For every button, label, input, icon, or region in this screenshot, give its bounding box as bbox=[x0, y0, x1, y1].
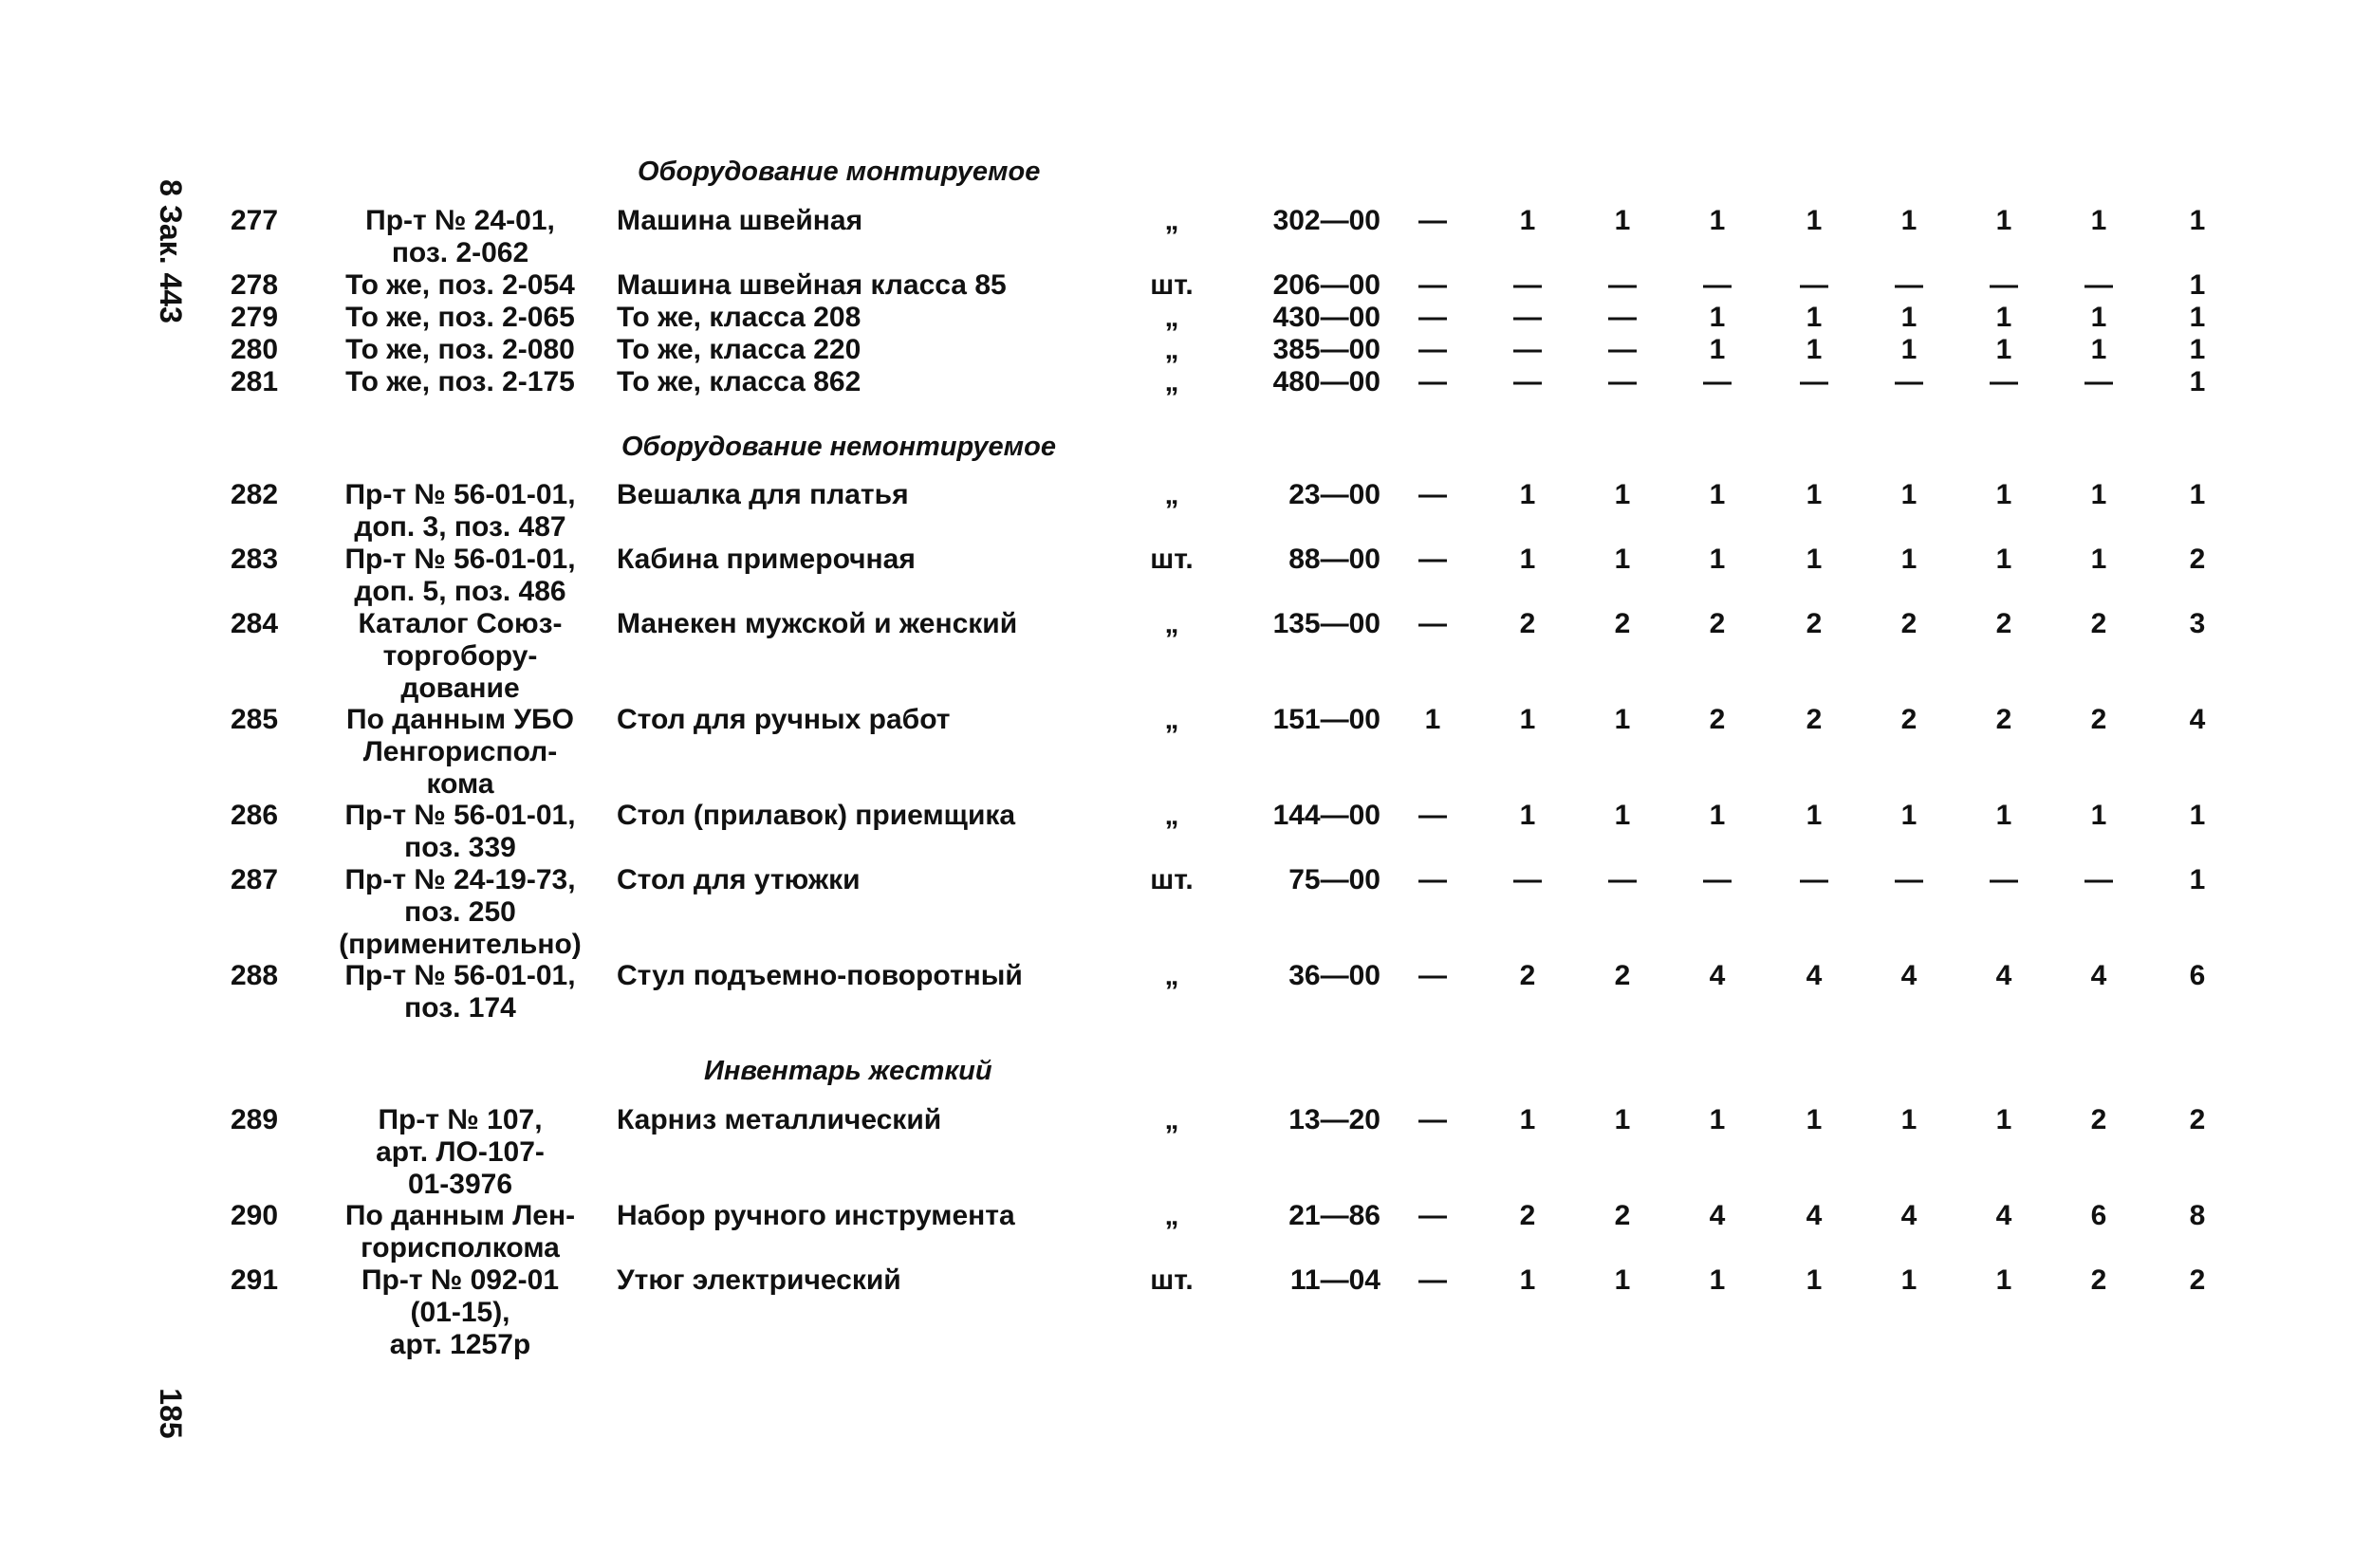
quantity-cell: — bbox=[1800, 864, 1828, 895]
quantity-cell: 1 bbox=[1424, 704, 1441, 735]
price: 385—00 bbox=[1272, 334, 1380, 365]
price: 75—00 bbox=[1288, 864, 1380, 895]
item-name: То же, класса 862 bbox=[617, 366, 862, 397]
quantity-cell: 1 bbox=[1519, 544, 1536, 575]
item-number: 290 bbox=[231, 1200, 279, 1231]
item-name: Машина швейная класса 85 bbox=[617, 269, 1007, 301]
quantity-cell: 2 bbox=[1519, 608, 1536, 639]
quantity-cell: 1 bbox=[1995, 1264, 2012, 1296]
quantity-cell: — bbox=[1608, 366, 1637, 397]
quantity-cell: 4 bbox=[1709, 960, 1726, 991]
quantity-cell: 1 bbox=[2090, 302, 2107, 333]
quantity-cell: — bbox=[1703, 864, 1732, 895]
quantity-cell: 1 bbox=[1995, 334, 2012, 365]
quantity-cell: 1 bbox=[1614, 479, 1631, 510]
item-name: Набор ручного инструмента bbox=[617, 1200, 1015, 1231]
quantity-cell: — bbox=[1608, 864, 1637, 895]
item-number: 285 bbox=[231, 704, 279, 735]
quantity-cell: 1 bbox=[1806, 334, 1823, 365]
price: 430—00 bbox=[1272, 302, 1380, 333]
quantity-cell: 1 bbox=[1995, 800, 2012, 831]
quantity-cell: 1 bbox=[1519, 704, 1536, 735]
quantity-cell: 1 bbox=[1995, 479, 2012, 510]
quantity-cell: — bbox=[1703, 269, 1732, 301]
quantity-cell: 1 bbox=[1519, 1104, 1536, 1135]
quantity-cell: — bbox=[1418, 205, 1447, 236]
quantity-cell: 2 bbox=[1519, 1200, 1536, 1231]
quantity-cell: 2 bbox=[2090, 704, 2107, 735]
quantity-cell: — bbox=[1895, 864, 1923, 895]
item-number: 279 bbox=[231, 302, 279, 333]
item-name: Манекен мужской и женский bbox=[617, 608, 1018, 639]
quantity-cell: 1 bbox=[2189, 800, 2206, 831]
price: 36—00 bbox=[1288, 960, 1380, 991]
unit: „ bbox=[1164, 608, 1179, 639]
quantity-cell: — bbox=[1513, 269, 1542, 301]
quantity-cell: 2 bbox=[1614, 960, 1631, 991]
quantity-cell: 1 bbox=[1806, 1104, 1823, 1135]
item-name: То же, класса 220 bbox=[617, 334, 862, 365]
quantity-cell: — bbox=[1513, 334, 1542, 365]
item-name: Утюг электрический bbox=[617, 1264, 901, 1296]
quantity-cell: 1 bbox=[1519, 800, 1536, 831]
quantity-cell: 1 bbox=[1806, 205, 1823, 236]
item-name: Карниз металлический bbox=[617, 1104, 942, 1135]
source-reference: То же, поз. 2-065 bbox=[345, 302, 575, 333]
quantity-cell: — bbox=[1418, 1200, 1447, 1231]
quantity-cell: 6 bbox=[2090, 1200, 2107, 1231]
quantity-cell: 1 bbox=[1995, 302, 2012, 333]
quantity-cell: — bbox=[1418, 366, 1447, 397]
source-reference: Пр-т № 092-01 (01-15), арт. 1257р bbox=[361, 1264, 560, 1360]
price: 13—20 bbox=[1288, 1104, 1380, 1135]
quantity-cell: — bbox=[1800, 269, 1828, 301]
unit: „ bbox=[1164, 334, 1179, 365]
unit: „ bbox=[1164, 302, 1179, 333]
quantity-cell: 1 bbox=[2090, 479, 2107, 510]
quantity-cell: — bbox=[2084, 864, 2113, 895]
unit: „ bbox=[1164, 366, 1179, 397]
unit: шт. bbox=[1150, 544, 1194, 575]
item-number: 288 bbox=[231, 960, 279, 991]
source-reference: То же, поз. 2-175 bbox=[345, 366, 575, 397]
quantity-cell: 1 bbox=[2189, 334, 2206, 365]
quantity-cell: 2 bbox=[1995, 608, 2012, 639]
quantity-cell: 1 bbox=[1900, 544, 1918, 575]
quantity-cell: 1 bbox=[1614, 800, 1631, 831]
unit: шт. bbox=[1150, 864, 1194, 895]
price: 21—86 bbox=[1288, 1200, 1380, 1231]
quantity-cell: 4 bbox=[1806, 960, 1823, 991]
quantity-cell: — bbox=[1418, 1104, 1447, 1135]
item-name: Стол (прилавок) приемщика bbox=[617, 800, 1016, 831]
quantity-cell: 2 bbox=[2090, 608, 2107, 639]
price: 480—00 bbox=[1272, 366, 1380, 397]
quantity-cell: 1 bbox=[1900, 1104, 1918, 1135]
quantity-cell: 1 bbox=[1614, 205, 1631, 236]
unit: „ bbox=[1164, 1104, 1179, 1135]
unit: шт. bbox=[1150, 269, 1194, 301]
quantity-cell: 1 bbox=[2090, 334, 2107, 365]
quantity-cell: 1 bbox=[1709, 205, 1726, 236]
quantity-cell: — bbox=[1990, 864, 2018, 895]
quantity-cell: 2 bbox=[1806, 704, 1823, 735]
quantity-cell: 1 bbox=[2090, 800, 2107, 831]
item-number: 291 bbox=[231, 1264, 279, 1296]
quantity-cell: 1 bbox=[1614, 704, 1631, 735]
quantity-cell: 4 bbox=[1995, 1200, 2012, 1231]
quantity-cell: 1 bbox=[1900, 1264, 1918, 1296]
quantity-cell: 1 bbox=[1709, 800, 1726, 831]
quantity-cell: 2 bbox=[1709, 704, 1726, 735]
item-name: Стол для утюжки bbox=[617, 864, 861, 895]
quantity-cell: — bbox=[1418, 302, 1447, 333]
quantity-cell: — bbox=[1513, 366, 1542, 397]
item-name: Стул подъемно-поворотный bbox=[617, 960, 1023, 991]
quantity-cell: 1 bbox=[1519, 479, 1536, 510]
quantity-cell: 1 bbox=[2090, 544, 2107, 575]
quantity-cell: 8 bbox=[2189, 1200, 2206, 1231]
quantity-cell: — bbox=[1895, 366, 1923, 397]
volume-reference: 8 Зак. 443 bbox=[154, 179, 188, 323]
quantity-cell: 1 bbox=[1709, 544, 1726, 575]
quantity-cell: — bbox=[1608, 334, 1637, 365]
quantity-cell: 1 bbox=[1709, 1104, 1726, 1135]
price: 206—00 bbox=[1272, 269, 1380, 301]
price: 135—00 bbox=[1272, 608, 1380, 639]
quantity-cell: 1 bbox=[1900, 479, 1918, 510]
item-number: 277 bbox=[231, 205, 279, 236]
source-reference: Пр-т № 56-01-01, поз. 339 bbox=[344, 800, 576, 863]
quantity-cell: — bbox=[1513, 864, 1542, 895]
item-name: То же, класса 208 bbox=[617, 302, 862, 333]
unit: „ bbox=[1164, 479, 1179, 510]
quantity-cell: 1 bbox=[2189, 302, 2206, 333]
quantity-cell: — bbox=[1990, 269, 2018, 301]
item-number: 278 bbox=[231, 269, 279, 301]
quantity-cell: 1 bbox=[2090, 205, 2107, 236]
quantity-cell: — bbox=[2084, 269, 2113, 301]
quantity-cell: 2 bbox=[1995, 704, 2012, 735]
unit: „ bbox=[1164, 205, 1179, 236]
quantity-cell: 2 bbox=[1519, 960, 1536, 991]
source-reference: Пр-т № 56-01-01, доп. 5, поз. 486 bbox=[344, 544, 576, 607]
quantity-cell: — bbox=[1418, 960, 1447, 991]
quantity-cell: 1 bbox=[1995, 544, 2012, 575]
quantity-cell: — bbox=[1418, 479, 1447, 510]
unit: „ bbox=[1164, 704, 1179, 735]
price: 23—00 bbox=[1288, 479, 1380, 510]
source-reference: Пр-т № 24-01, поз. 2-062 bbox=[365, 205, 555, 268]
quantity-cell: 2 bbox=[2090, 1104, 2107, 1135]
price: 11—04 bbox=[1289, 1264, 1380, 1296]
item-number: 286 bbox=[231, 800, 279, 831]
quantity-cell: 2 bbox=[1614, 608, 1631, 639]
quantity-cell: — bbox=[1608, 302, 1637, 333]
quantity-cell: — bbox=[1990, 366, 2018, 397]
unit: „ bbox=[1164, 1200, 1179, 1231]
quantity-cell: 1 bbox=[1709, 1264, 1726, 1296]
price: 302—00 bbox=[1272, 205, 1380, 236]
quantity-cell: 1 bbox=[1900, 800, 1918, 831]
quantity-cell: 1 bbox=[1806, 1264, 1823, 1296]
quantity-cell: 2 bbox=[2189, 544, 2206, 575]
quantity-cell: 4 bbox=[1900, 1200, 1918, 1231]
quantity-cell: 1 bbox=[1614, 544, 1631, 575]
quantity-cell: 4 bbox=[1709, 1200, 1726, 1231]
item-number: 282 bbox=[231, 479, 279, 510]
item-name: Кабина примерочная bbox=[617, 544, 916, 575]
quantity-cell: 2 bbox=[1900, 704, 1918, 735]
quantity-cell: 2 bbox=[1614, 1200, 1631, 1231]
quantity-cell: 1 bbox=[1519, 205, 1536, 236]
quantity-cell: — bbox=[1608, 269, 1637, 301]
quantity-cell: 1 bbox=[1709, 302, 1726, 333]
source-reference: По данным УБО Ленгориспол- кома bbox=[346, 704, 574, 800]
source-reference: Пр-т № 107, арт. ЛО-107- 01-3976 bbox=[376, 1104, 545, 1200]
source-reference: По данным Лен- горисполкома bbox=[344, 1200, 576, 1264]
section-title: Оборудование монтируемое bbox=[638, 157, 1041, 187]
source-reference: Каталог Союз- торгобору- дование bbox=[358, 608, 563, 704]
quantity-cell: 1 bbox=[1709, 479, 1726, 510]
source-reference: Пр-т № 56-01-01, поз. 174 bbox=[344, 960, 576, 1024]
quantity-cell: 1 bbox=[1614, 1104, 1631, 1135]
quantity-cell: 1 bbox=[1806, 544, 1823, 575]
page-number: 185 bbox=[154, 1388, 188, 1439]
quantity-cell: 1 bbox=[1519, 1264, 1536, 1296]
quantity-cell: 4 bbox=[2189, 704, 2206, 735]
quantity-cell: 2 bbox=[2090, 1264, 2107, 1296]
quantity-cell: 2 bbox=[2189, 1104, 2206, 1135]
item-number: 287 bbox=[231, 864, 279, 895]
item-number: 289 bbox=[231, 1104, 279, 1135]
quantity-cell: 1 bbox=[1614, 1264, 1631, 1296]
item-number: 283 bbox=[231, 544, 279, 575]
quantity-cell: — bbox=[1418, 334, 1447, 365]
price: 151—00 bbox=[1272, 704, 1380, 735]
quantity-cell: — bbox=[1418, 608, 1447, 639]
quantity-cell: — bbox=[1418, 800, 1447, 831]
quantity-cell: 1 bbox=[1995, 205, 2012, 236]
quantity-cell: 1 bbox=[2189, 366, 2206, 397]
quantity-cell: 6 bbox=[2189, 960, 2206, 991]
quantity-cell: — bbox=[2084, 366, 2113, 397]
quantity-cell: — bbox=[1418, 544, 1447, 575]
quantity-cell: 2 bbox=[1900, 608, 1918, 639]
quantity-cell: 3 bbox=[2189, 608, 2206, 639]
quantity-cell: — bbox=[1418, 1264, 1447, 1296]
price: 144—00 bbox=[1272, 800, 1380, 831]
quantity-cell: 1 bbox=[1900, 334, 1918, 365]
quantity-cell: — bbox=[1418, 864, 1447, 895]
quantity-cell: 1 bbox=[2189, 479, 2206, 510]
unit: „ bbox=[1164, 960, 1179, 991]
quantity-cell: 1 bbox=[1709, 334, 1726, 365]
quantity-cell: 1 bbox=[1995, 1104, 2012, 1135]
quantity-cell: 2 bbox=[2189, 1264, 2206, 1296]
quantity-cell: 1 bbox=[1806, 479, 1823, 510]
item-number: 280 bbox=[231, 334, 279, 365]
item-name: Машина швейная bbox=[617, 205, 863, 236]
item-number: 284 bbox=[231, 608, 279, 639]
section-title: Инвентарь жесткий bbox=[704, 1056, 992, 1086]
quantity-cell: 2 bbox=[1709, 608, 1726, 639]
price: 88—00 bbox=[1288, 544, 1380, 575]
quantity-cell: — bbox=[1895, 269, 1923, 301]
item-number: 281 bbox=[231, 366, 279, 397]
unit: „ bbox=[1164, 800, 1179, 831]
quantity-cell: 4 bbox=[1806, 1200, 1823, 1231]
quantity-cell: 1 bbox=[2189, 269, 2206, 301]
quantity-cell: 1 bbox=[2189, 205, 2206, 236]
quantity-cell: 1 bbox=[1900, 302, 1918, 333]
item-name: Вешалка для платья bbox=[617, 479, 909, 510]
source-reference: То же, поз. 2-054 bbox=[345, 269, 575, 301]
quantity-cell: 1 bbox=[1806, 800, 1823, 831]
quantity-cell: — bbox=[1703, 366, 1732, 397]
unit: шт. bbox=[1150, 1264, 1194, 1296]
quantity-cell: — bbox=[1418, 269, 1447, 301]
source-reference: То же, поз. 2-080 bbox=[345, 334, 575, 365]
source-reference: Пр-т № 24-19-73, поз. 250 (применительно) bbox=[339, 864, 582, 960]
quantity-cell: 4 bbox=[1900, 960, 1918, 991]
quantity-cell: 1 bbox=[1806, 302, 1823, 333]
source-reference: Пр-т № 56-01-01, доп. 3, поз. 487 bbox=[344, 479, 576, 543]
quantity-cell: 4 bbox=[2090, 960, 2107, 991]
quantity-cell: — bbox=[1513, 302, 1542, 333]
quantity-cell: 1 bbox=[2189, 864, 2206, 895]
quantity-cell: — bbox=[1800, 366, 1828, 397]
section-title: Оборудование немонтируемое bbox=[621, 432, 1056, 462]
quantity-cell: 1 bbox=[1900, 205, 1918, 236]
quantity-cell: 2 bbox=[1806, 608, 1823, 639]
item-name: Стол для ручных работ bbox=[617, 704, 951, 735]
quantity-cell: 4 bbox=[1995, 960, 2012, 991]
